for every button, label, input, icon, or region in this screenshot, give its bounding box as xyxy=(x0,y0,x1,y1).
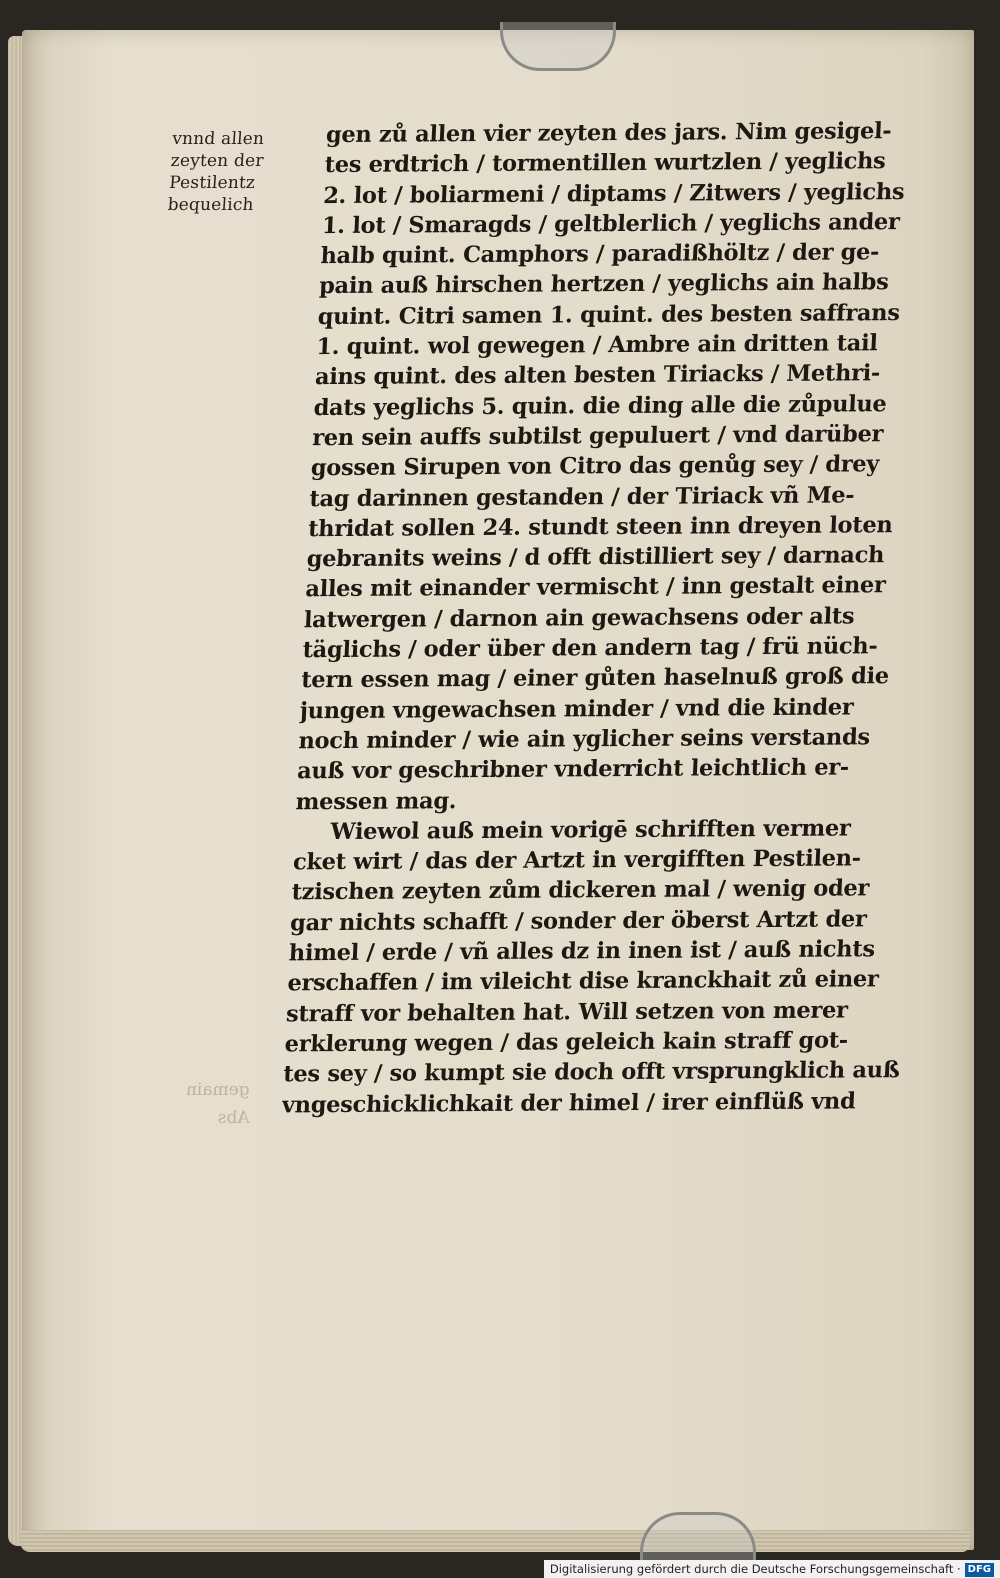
footer-text: Digitalisierung gefördert durch die Deutsche Forschungsgemeinschaft · xyxy=(549,1562,961,1576)
margin-note-line: bequelich xyxy=(166,195,255,215)
text-line: tern essen mag / einer gůten haselnuß groß die xyxy=(300,663,890,694)
text-line: thridat sollen 24. stundt steen inn dreyen loten xyxy=(307,511,894,543)
book-clip-top-icon xyxy=(500,22,616,71)
text-line: täglichs / oder über den andern tag / frü nüch- xyxy=(302,633,879,664)
text-line: tes erdtrich / tormentillen wurtzlen / yeglichs xyxy=(324,148,887,179)
text-line: halb quint. Camphors / paradißhöltz / der ge- xyxy=(319,239,880,270)
text-line: cket wirt / das der Artzt in vergifften Pestilen- xyxy=(292,845,862,876)
text-line: messen mag. xyxy=(295,787,457,815)
book-clip-bottom-icon xyxy=(640,1512,756,1565)
margin-note-line: zeyten der xyxy=(170,151,265,171)
text-line: latwergen / darnon ain gewachsens oder alts xyxy=(303,603,855,633)
text-line: jungen vngewachsen minder / vnd die kinder xyxy=(299,694,854,724)
text-line: 1. lot / Smaragds / geltblerlich / yeglichs ander xyxy=(321,208,901,239)
text-line: gar nichts schafft / sonder der öberst Artzt der xyxy=(289,906,868,937)
bleed-through-line: Abs xyxy=(217,1108,250,1128)
text-line: erschaffen / im vileicht dise kranckhait zů einer xyxy=(286,966,880,997)
text-line: erklerung wegen / das geleich kain straff got- xyxy=(284,1027,849,1058)
text-line: 1. quint. wol gewegen / Ambre ain dritten tail xyxy=(315,330,879,361)
text-line: ren sein auffs subtilst gepuluert / vnd darüber xyxy=(311,421,884,452)
margin-note-line: Pestilentz xyxy=(168,173,256,193)
text-line: gossen Sirupen von Citro das genůg sey / drey xyxy=(310,451,880,482)
text-line: pain auß hirschen hertzen / yeglichs ain halbs xyxy=(318,269,890,300)
page-edges-bottom xyxy=(20,1530,970,1552)
text-line: gen zů allen vier zeyten des jars. Nim gesigel- xyxy=(325,118,893,149)
text-line: alles mit einander vermischt / inn gestalt einer xyxy=(304,572,887,603)
text-line: gebranits weins / d offt distilliert sey / darnach xyxy=(306,542,885,573)
text-line: auß vor geschribner vnderricht leichtlich er- xyxy=(296,754,850,785)
text-line: 2. lot / boliarmeni / diptams / Zitwers / yeglichs xyxy=(322,178,905,209)
text-line: straff vor behalten hat. Will setzen von merer xyxy=(285,997,849,1027)
digitization-footer xyxy=(544,1560,1000,1578)
text-line: ains quint. des alten besten Tiriacks / Methri- xyxy=(314,360,881,391)
main-text-block xyxy=(281,116,966,1121)
bleed-through-line: gemain xyxy=(186,1080,250,1100)
bleed-through-text xyxy=(186,1076,250,1132)
text-line: vngeschicklichkait der himel / irer einflüß vnd xyxy=(281,1087,857,1118)
text-line: tzischen zeyten zům dickeren mal / wenig oder xyxy=(291,875,870,906)
text-line: Wiewol auß mein vorigē schrifften vermer xyxy=(329,815,852,845)
text-line: dats yeglichs 5. quin. die ding alle die zůpulue xyxy=(313,390,888,421)
margin-note-line: vnnd allen xyxy=(171,129,265,149)
dfg-logo-icon: DFG xyxy=(965,1563,994,1577)
text-line: tag darinnen gestanden / der Tiriack vñ Me- xyxy=(308,481,855,512)
text-line: quint. Citri samen 1. quint. des besten saffrans xyxy=(317,299,901,330)
text-line: tes sey / so kumpt sie doch offt vrsprungklich auß xyxy=(282,1057,901,1088)
text-line: himel / erde / vñ alles dz in inen ist / auß nichts xyxy=(288,936,876,967)
margin-note xyxy=(167,128,303,216)
text-line: noch minder / wie ain yglicher seins verstands xyxy=(297,724,871,755)
